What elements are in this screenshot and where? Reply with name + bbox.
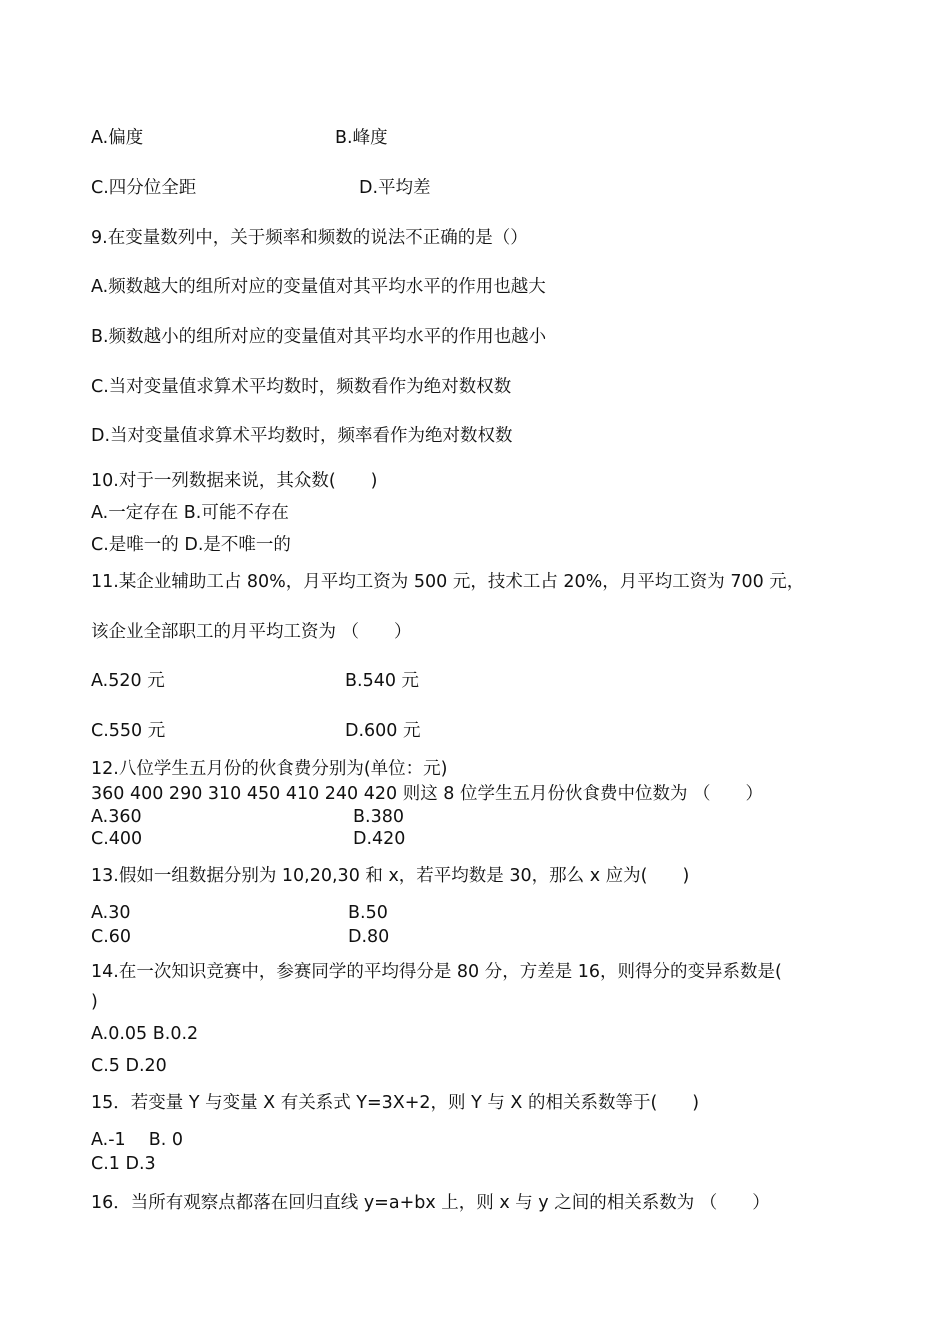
q12-option-c: C.400 xyxy=(91,829,143,849)
q9-stem: 9.在变量数列中，关于频率和频数的说法不正确的是（） xyxy=(91,228,528,248)
q13-option-d: D.80 xyxy=(348,927,390,947)
q9-option-b: B.频数越小的组所对应的变量值对其平均水平的作用也越小 xyxy=(91,327,547,347)
q10-options-cd: C.是唯一的 D.是不唯一的 xyxy=(91,535,291,555)
q12-stem-line2: 360 400 290 310 450 410 240 420 则这 8 位学生五月份伙食费中位数为 （ ） xyxy=(91,784,764,804)
q12-stem-line1: 12.八位学生五月份的伙食费分别为(单位：元) xyxy=(91,759,448,779)
q13-option-a: A.30 xyxy=(91,903,131,923)
q14-stem-line1: 14.在一次知识竞赛中，参赛同学的平均得分是 80 分，方差是 16，则得分的变异系数是( xyxy=(91,962,782,982)
q15-options-ab: A.-1 B. 0 xyxy=(91,1130,184,1150)
q8-option-b: B.峰度 xyxy=(335,128,388,148)
q14-options-cd: C.5 D.20 xyxy=(91,1056,167,1076)
q11-stem-line1: 11.某企业辅助工占 80%，月平均工资为 500 元，技术工占 20%，月平均工资为 700 元， xyxy=(91,572,805,592)
q11-option-a: A.520 元 xyxy=(91,671,165,691)
q15-options-cd: C.1 D.3 xyxy=(91,1154,156,1174)
q11-option-b: B.540 元 xyxy=(345,671,420,691)
q13-stem: 13.假如一组数据分别为 10,20,30 和 x，若平均数是 30，那么 x 应为( ) xyxy=(91,866,690,886)
q13-option-b: B.50 xyxy=(348,903,388,923)
q12-option-d: D.420 xyxy=(353,829,406,849)
q8-option-c: C.四分位全距 xyxy=(91,178,197,198)
q14-stem-line2: ) xyxy=(91,992,98,1012)
q11-option-d: D.600 元 xyxy=(345,721,421,741)
q11-stem-line2: 该企业全部职工的月平均工资为 （ ） xyxy=(91,622,412,642)
q10-stem: 10.对于一列数据来说，其众数( ) xyxy=(91,471,378,491)
q12-option-b: B.380 xyxy=(353,807,404,827)
q8-option-d: D.平均差 xyxy=(359,178,431,198)
q9-option-a: A.频数越大的组所对应的变量值对其平均水平的作用也越大 xyxy=(91,277,546,297)
q12-option-a: A.360 xyxy=(91,807,142,827)
q9-option-d: D.当对变量值求算术平均数时，频率看作为绝对数权数 xyxy=(91,426,513,446)
q14-options-ab: A.0.05 B.0.2 xyxy=(91,1024,199,1044)
q13-option-c: C.60 xyxy=(91,927,132,947)
q8-option-a: A.偏度 xyxy=(91,128,144,148)
q9-option-c: C.当对变量值求算术平均数时，频数看作为绝对数权数 xyxy=(91,377,512,397)
q15-stem: 15．若变量 Y 与变量 X 有关系式 Y=3X+2，则 Y 与 X 的相关系数等于( ) xyxy=(91,1093,700,1113)
q11-option-c: C.550 元 xyxy=(91,721,166,741)
q10-options-ab: A.一定存在 B.可能不存在 xyxy=(91,503,289,523)
q16-stem: 16．当所有观察点都落在回归直线 y=a+bx 上，则 x 与 y 之间的相关系数为 （ ） xyxy=(91,1193,770,1213)
